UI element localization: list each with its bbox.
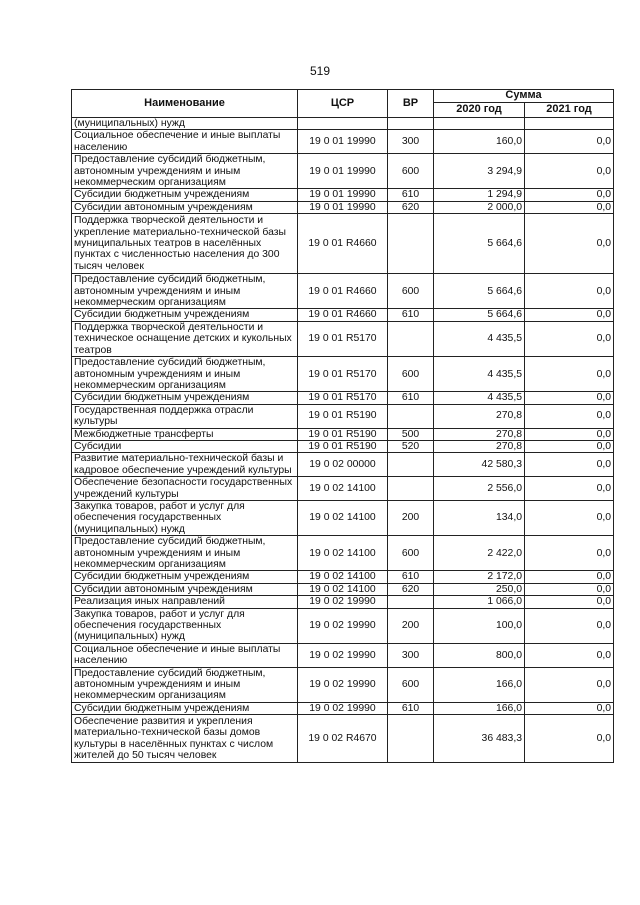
- row-vr: [388, 596, 434, 608]
- row-vr: [388, 453, 434, 477]
- row-sum-2021: 0,0: [525, 715, 614, 763]
- budget-table: [71, 89, 614, 763]
- row-name: Субсидии автономным учреждениям: [72, 201, 298, 213]
- row-sum-2020: 2 172,0: [434, 571, 525, 583]
- table-row: [72, 608, 614, 643]
- row-sum-2021: 0,0: [525, 440, 614, 452]
- row-vr: [388, 214, 434, 274]
- row-csr: 19 0 02 14100: [298, 536, 388, 571]
- row-sum-2020: 2 422,0: [434, 536, 525, 571]
- row-csr: 19 0 02 R4670: [298, 715, 388, 763]
- row-vr: 300: [388, 643, 434, 667]
- row-vr: 200: [388, 500, 434, 535]
- row-name: Субсидии бюджетным учреждениям: [72, 189, 298, 201]
- table-row: [72, 130, 614, 154]
- row-name: Обеспечение развития и укрепления материально-технической базы домов культуры в населённых пунктах с числом жителей до 50 тысяч человек: [72, 715, 298, 763]
- row-vr: 610: [388, 309, 434, 321]
- row-sum-2020: 5 664,6: [434, 214, 525, 274]
- row-vr: 600: [388, 357, 434, 392]
- row-csr: 19 0 01 19990: [298, 154, 388, 189]
- table-row: [72, 274, 614, 309]
- table-row: [72, 536, 614, 571]
- row-csr: 19 0 01 R4660: [298, 214, 388, 274]
- row-sum-2020: 42 580,3: [434, 453, 525, 477]
- row-csr: 19 0 01 R5190: [298, 440, 388, 452]
- table-row: [72, 571, 614, 583]
- row-sum-2020: 134,0: [434, 500, 525, 535]
- row-csr: 19 0 02 19990: [298, 702, 388, 714]
- row-sum-2020: 36 483,3: [434, 715, 525, 763]
- row-sum-2021: 0,0: [525, 643, 614, 667]
- row-csr: 19 0 01 R5170: [298, 357, 388, 392]
- header-year-2021: 2021 год: [525, 103, 614, 118]
- row-vr: 620: [388, 201, 434, 213]
- header-year-2020: 2020 год: [434, 103, 525, 118]
- row-csr: 19 0 02 19990: [298, 643, 388, 667]
- row-name: Предоставление субсидий бюджетным, автономным учреждениям и иным некоммерческим организациям: [72, 154, 298, 189]
- row-sum-2020: 5 664,6: [434, 274, 525, 309]
- row-csr: 19 0 01 19990: [298, 201, 388, 213]
- row-name: Субсидии бюджетным учреждениям: [72, 702, 298, 714]
- row-sum-2020: 270,8: [434, 428, 525, 440]
- row-vr: 610: [388, 702, 434, 714]
- row-csr: 19 0 01 R5190: [298, 428, 388, 440]
- row-name: Субсидии бюджетным учреждениям: [72, 392, 298, 404]
- table-row: [72, 583, 614, 595]
- row-csr: 19 0 01 19990: [298, 189, 388, 201]
- row-csr: 19 0 02 14100: [298, 500, 388, 535]
- row-vr: 610: [388, 571, 434, 583]
- row-sum-2020: 250,0: [434, 583, 525, 595]
- header-name: Наименование: [72, 90, 298, 118]
- row-sum-2020: 100,0: [434, 608, 525, 643]
- row-sum-2020: [434, 118, 525, 130]
- row-name: Предоставление субсидий бюджетным, автономным учреждениям и иным некоммерческим организациям: [72, 536, 298, 571]
- row-vr: [388, 477, 434, 501]
- row-sum-2020: 166,0: [434, 702, 525, 714]
- row-sum-2020: 166,0: [434, 667, 525, 702]
- row-csr: 19 0 02 14100: [298, 583, 388, 595]
- row-name: Субсидии: [72, 440, 298, 452]
- table-row: [72, 440, 614, 452]
- table-row: [72, 715, 614, 763]
- row-sum-2021: 0,0: [525, 608, 614, 643]
- table-row: [72, 702, 614, 714]
- row-name: Закупка товаров, работ и услуг для обеспечения государственных (муниципальных) нужд: [72, 500, 298, 535]
- row-sum-2020: 160,0: [434, 130, 525, 154]
- row-sum-2020: 4 435,5: [434, 357, 525, 392]
- row-csr: 19 0 02 19990: [298, 596, 388, 608]
- table-row: [72, 596, 614, 608]
- row-name: (муниципальных) нужд: [72, 118, 298, 130]
- row-name: Государственная поддержка отрасли культуры: [72, 404, 298, 428]
- row-sum-2020: 5 664,6: [434, 309, 525, 321]
- row-name: Предоставление субсидий бюджетным, автономным учреждениям и иным некоммерческим организациям: [72, 274, 298, 309]
- page-number: 519: [309, 64, 331, 78]
- row-sum-2020: 4 435,5: [434, 392, 525, 404]
- table-row: [72, 643, 614, 667]
- row-sum-2020: 1 066,0: [434, 596, 525, 608]
- row-sum-2021: 0,0: [525, 201, 614, 213]
- table-row: [72, 404, 614, 428]
- row-name: Реализация иных направлений: [72, 596, 298, 608]
- row-sum-2021: 0,0: [525, 392, 614, 404]
- row-vr: 300: [388, 130, 434, 154]
- row-sum-2021: 0,0: [525, 453, 614, 477]
- row-csr: 19 0 02 19990: [298, 608, 388, 643]
- row-csr: 19 0 01 19990: [298, 130, 388, 154]
- row-sum-2021: 0,0: [525, 214, 614, 274]
- row-name: Субсидии бюджетным учреждениям: [72, 309, 298, 321]
- row-sum-2020: 800,0: [434, 643, 525, 667]
- row-sum-2020: 4 435,5: [434, 321, 525, 356]
- row-name: Межбюджетные трансферты: [72, 428, 298, 440]
- row-sum-2021: 0,0: [525, 357, 614, 392]
- row-sum-2021: 0,0: [525, 309, 614, 321]
- row-name: Предоставление субсидий бюджетным, автономным учреждениям и иным некоммерческим организациям: [72, 357, 298, 392]
- row-name: Предоставление субсидий бюджетным, автономным учреждениям и иным некоммерческим организациям: [72, 667, 298, 702]
- row-vr: 610: [388, 392, 434, 404]
- row-vr: [388, 118, 434, 130]
- row-sum-2021: 0,0: [525, 130, 614, 154]
- row-vr: [388, 321, 434, 356]
- table-row: [72, 154, 614, 189]
- row-csr: 19 0 01 R5170: [298, 392, 388, 404]
- row-name: Закупка товаров, работ и услуг для обеспечения государственных (муниципальных) нужд: [72, 608, 298, 643]
- row-vr: 620: [388, 583, 434, 595]
- table-row: [72, 477, 614, 501]
- row-vr: 610: [388, 189, 434, 201]
- table-row: [72, 321, 614, 356]
- row-sum-2021: 0,0: [525, 596, 614, 608]
- row-csr: 19 0 01 R5170: [298, 321, 388, 356]
- row-vr: [388, 404, 434, 428]
- row-sum-2021: 0,0: [525, 274, 614, 309]
- header-sum: Сумма: [434, 90, 614, 103]
- table-row: [72, 118, 614, 130]
- row-sum-2021: 0,0: [525, 583, 614, 595]
- table-row: [72, 189, 614, 201]
- table-row: [72, 453, 614, 477]
- row-sum-2021: 0,0: [525, 477, 614, 501]
- row-vr: 600: [388, 536, 434, 571]
- header-vr: ВР: [388, 90, 434, 118]
- table-row: [72, 392, 614, 404]
- row-csr: 19 0 01 R4660: [298, 309, 388, 321]
- row-name: Субсидии автономным учреждениям: [72, 583, 298, 595]
- row-name: Социальное обеспечение и иные выплаты населению: [72, 130, 298, 154]
- row-vr: 500: [388, 428, 434, 440]
- table-row: [72, 309, 614, 321]
- header-csr: ЦСР: [298, 90, 388, 118]
- row-csr: 19 0 02 19990: [298, 667, 388, 702]
- row-sum-2021: 0,0: [525, 667, 614, 702]
- row-vr: 600: [388, 274, 434, 309]
- row-name: Социальное обеспечение и иные выплаты населению: [72, 643, 298, 667]
- row-sum-2021: 0,0: [525, 321, 614, 356]
- table-row: [72, 357, 614, 392]
- row-csr: 19 0 01 R4660: [298, 274, 388, 309]
- row-name: Развитие материально-технической базы и кадровое обеспечение учреждений культуры: [72, 453, 298, 477]
- row-sum-2021: 0,0: [525, 571, 614, 583]
- row-name: Поддержка творческой деятельности и техническое оснащение детских и кукольных театров: [72, 321, 298, 356]
- row-name: Субсидии бюджетным учреждениям: [72, 571, 298, 583]
- row-csr: 19 0 02 14100: [298, 477, 388, 501]
- row-vr: 520: [388, 440, 434, 452]
- table-row: [72, 428, 614, 440]
- row-sum-2020: 270,8: [434, 440, 525, 452]
- row-csr: [298, 118, 388, 130]
- row-csr: 19 0 02 00000: [298, 453, 388, 477]
- row-sum-2021: 0,0: [525, 189, 614, 201]
- table-row: [72, 214, 614, 274]
- table-row: [72, 500, 614, 535]
- row-vr: 600: [388, 154, 434, 189]
- row-sum-2021: 0,0: [525, 428, 614, 440]
- row-sum-2020: 1 294,9: [434, 189, 525, 201]
- row-sum-2020: 3 294,9: [434, 154, 525, 189]
- table-body: [72, 118, 614, 763]
- row-sum-2021: 0,0: [525, 404, 614, 428]
- row-sum-2021: 0,0: [525, 536, 614, 571]
- row-vr: 200: [388, 608, 434, 643]
- row-name: Поддержка творческой деятельности и укрепление материально-технической базы муниципальных театров в населённых пунктах с численностью населения до 300 тысяч человек: [72, 214, 298, 274]
- row-sum-2020: 2 556,0: [434, 477, 525, 501]
- row-csr: 19 0 01 R5190: [298, 404, 388, 428]
- row-sum-2021: 0,0: [525, 500, 614, 535]
- row-sum-2021: 0,0: [525, 154, 614, 189]
- row-sum-2020: 270,8: [434, 404, 525, 428]
- row-vr: 600: [388, 667, 434, 702]
- row-csr: 19 0 02 14100: [298, 571, 388, 583]
- table-row: [72, 201, 614, 213]
- row-vr: [388, 715, 434, 763]
- row-sum-2020: 2 000,0: [434, 201, 525, 213]
- table-row: [72, 667, 614, 702]
- row-sum-2021: 0,0: [525, 702, 614, 714]
- row-name: Обеспечение безопасности государственных учреждений культуры: [72, 477, 298, 501]
- row-sum-2021: [525, 118, 614, 130]
